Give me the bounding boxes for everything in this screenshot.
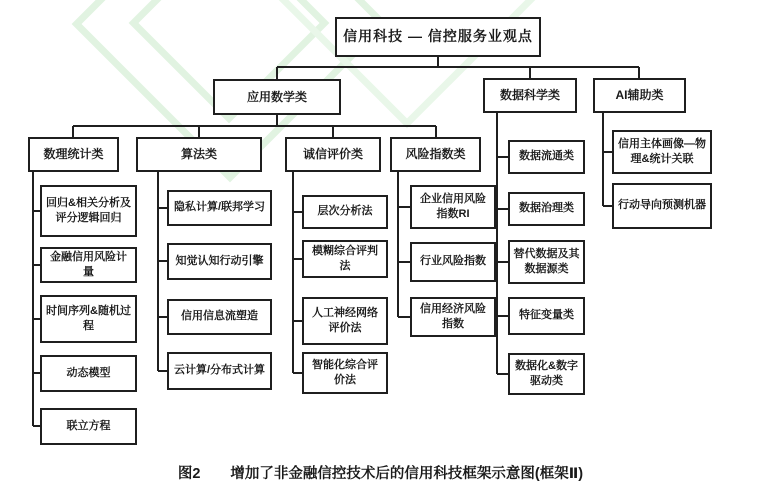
leaf-node: 云计算/分布式计算 <box>167 352 272 390</box>
leaf-node: 知觉认知行动引擎 <box>167 243 272 280</box>
leaf-node: 隐私计算/联邦学习 <box>167 190 272 226</box>
leaf-node: 时间序列&随机过程 <box>40 295 137 343</box>
category-node-data-science: 数据科学类 <box>483 78 577 113</box>
leaf-node: 数据流通类 <box>508 140 585 174</box>
leaf-node: 模糊综合评判法 <box>302 240 388 278</box>
leaf-node: 金融信用风险计量 <box>40 247 137 283</box>
leaf-node: 层次分析法 <box>302 195 388 229</box>
leaf-node: 智能化综合评价法 <box>302 352 388 394</box>
subcategory-node-algorithm: 算法类 <box>136 137 262 172</box>
leaf-node: 数据治理类 <box>508 192 585 226</box>
leaf-node: 行动导向预测机器 <box>612 183 712 229</box>
leaf-node: 信用经济风险指数 <box>410 297 496 337</box>
leaf-node: 特征变量类 <box>508 297 585 335</box>
leaf-node: 企业信用风险指数RI <box>410 185 496 229</box>
category-node-ai-assist: AI辅助类 <box>593 78 686 113</box>
leaf-node: 行业风险指数 <box>410 242 496 282</box>
subcategory-node-math-stats: 数理统计类 <box>28 137 119 172</box>
figure-caption <box>0 462 761 483</box>
leaf-node: 联立方程 <box>40 408 137 445</box>
root-node: 信用科技 — 信控服务业观点 <box>335 17 541 57</box>
leaf-node: 回归&相关分析及评分逻辑回归 <box>40 185 137 237</box>
leaf-node: 数据化&数字驱动类 <box>508 353 585 395</box>
leaf-node: 替代数据及其数据源类 <box>508 240 585 284</box>
leaf-node: 信用信息流塑造 <box>167 299 272 335</box>
leaf-node: 人工神经网络评价法 <box>302 297 388 345</box>
leaf-node: 动态模型 <box>40 355 137 392</box>
figure-caption-number: 图2 <box>177 466 201 482</box>
subcategory-node-risk-index: 风险指数类 <box>390 137 481 172</box>
category-node-applied-math: 应用数学类 <box>213 79 341 115</box>
subcategory-node-integrity-eval: 诚信评价类 <box>285 137 381 172</box>
figure-caption-text: 增加了非金融信控技术后的信用科技框架示意图(框架Ⅱ) <box>230 466 584 482</box>
leaf-node: 信用主体画像—物理&统计关联 <box>612 130 712 174</box>
